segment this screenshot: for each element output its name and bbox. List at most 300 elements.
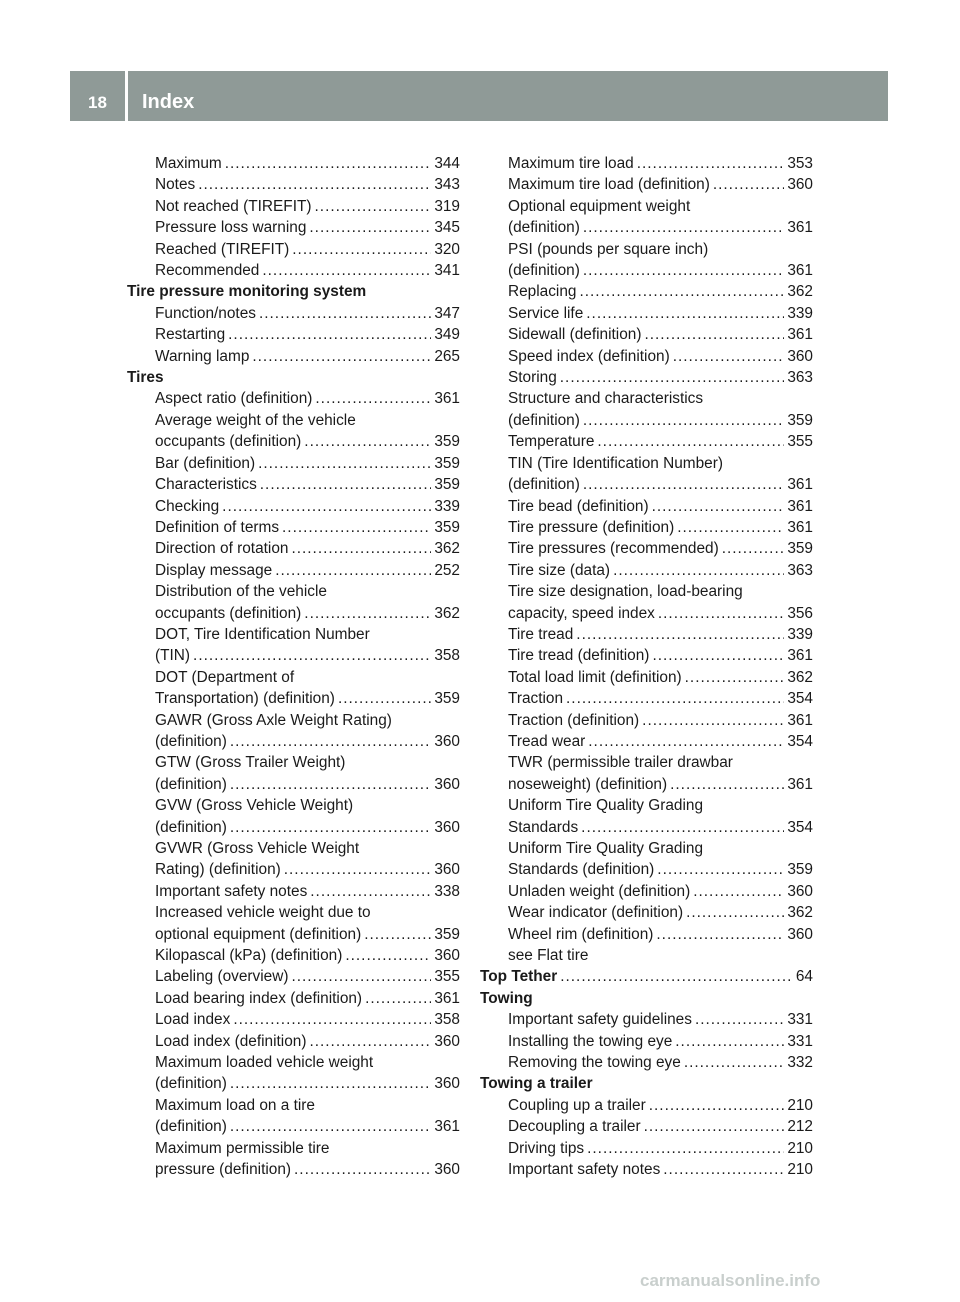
index-entry: Optional equipment weight <box>508 197 691 215</box>
entry-label: Unladen weight (definition) <box>508 882 691 900</box>
entry-label: Tire pressures (recommended) <box>508 540 719 558</box>
page-reference: 360 <box>434 732 460 750</box>
index-entry <box>480 346 813 367</box>
entry-label: Function/notes <box>155 304 256 322</box>
index-heading: Tires <box>127 369 164 387</box>
page-reference: 362 <box>787 668 813 686</box>
index-entry <box>480 603 813 624</box>
entry-label: Tire pressure (definition) <box>508 518 675 536</box>
page-reference: 360 <box>434 1032 460 1050</box>
page-reference: 339 <box>434 497 460 515</box>
dot-leader <box>228 324 431 345</box>
dot-leader <box>260 474 432 495</box>
watermark: carmanualsonline.info <box>640 1271 821 1290</box>
dot-leader <box>258 453 431 474</box>
index-entry <box>127 474 460 495</box>
dot-leader <box>695 1009 784 1030</box>
index-entry <box>480 1159 813 1180</box>
index-entry <box>480 817 813 838</box>
dot-leader <box>315 388 431 409</box>
page-reference: 362 <box>434 604 460 622</box>
dot-leader <box>597 431 784 452</box>
index-entry <box>127 1073 460 1094</box>
page-reference: 212 <box>787 1118 813 1136</box>
entry-label: Tire tread <box>508 625 574 643</box>
entry-label: Aspect ratio (definition) <box>155 390 313 408</box>
index-entry <box>480 881 813 902</box>
dot-leader <box>637 153 785 174</box>
dot-leader <box>230 774 431 795</box>
page-reference: 360 <box>434 775 460 793</box>
page-reference: 362 <box>787 904 813 922</box>
page-reference: 339 <box>787 304 813 322</box>
index-entry <box>127 774 460 795</box>
entry-label: Installing the towing eye <box>508 1032 673 1050</box>
index-entry <box>480 517 813 538</box>
index-entry: DOT, Tire Identification Number <box>155 625 370 643</box>
page-reference: 355 <box>787 433 813 451</box>
dot-leader <box>685 667 785 688</box>
dot-leader <box>233 1009 431 1030</box>
page-reference: 359 <box>434 476 460 494</box>
entry-label: (TIN) <box>155 647 191 665</box>
index-entry <box>480 688 813 709</box>
dot-leader <box>294 1159 431 1180</box>
dot-leader <box>583 410 784 431</box>
entry-label: Tire size (data) <box>508 561 611 579</box>
index-entry <box>480 153 813 174</box>
entry-label: Wheel rim (definition) <box>508 925 654 943</box>
index-entry <box>480 667 813 688</box>
dot-leader <box>230 1073 431 1094</box>
index-entry <box>127 1009 460 1030</box>
entry-label: Decoupling a trailer <box>508 1118 641 1136</box>
entry-label: optional equipment (definition) <box>155 925 362 943</box>
entry-label: Service life <box>508 304 584 322</box>
dot-leader <box>652 645 784 666</box>
dot-leader <box>345 945 431 966</box>
page-reference: 210 <box>787 1096 813 1114</box>
entry-label: Speed index (definition) <box>508 347 670 365</box>
entry-label: Wear indicator (definition) <box>508 904 684 922</box>
dot-leader <box>364 924 431 945</box>
index-entry <box>480 560 813 581</box>
dot-leader <box>275 560 431 581</box>
header-divider <box>125 71 128 121</box>
page-reference: 353 <box>787 155 813 172</box>
dot-leader <box>338 688 431 709</box>
index-entry <box>127 731 460 752</box>
dot-leader <box>613 560 784 581</box>
entry-label: Restarting <box>155 326 226 344</box>
page-reference: 358 <box>434 1011 460 1029</box>
index-entry <box>127 966 460 987</box>
page-reference: 360 <box>434 947 460 965</box>
entry-label: Important safety notes <box>155 882 308 900</box>
dot-leader <box>259 303 431 324</box>
entry-label: Driving tips <box>508 1139 585 1157</box>
entry-label: Maximum <box>155 155 222 172</box>
dot-leader <box>686 902 784 923</box>
entry-label: Load index (definition) <box>155 1032 307 1050</box>
index-entry <box>127 688 460 709</box>
index-entry <box>480 174 813 195</box>
dot-leader <box>579 281 784 302</box>
dot-leader <box>652 496 785 517</box>
page-reference: 361 <box>787 518 813 536</box>
index-entry: GVWR (Gross Vehicle Weight <box>155 840 360 857</box>
index-heading <box>480 966 813 987</box>
entry-label: Important safety guidelines <box>508 1011 692 1029</box>
index-entry <box>480 324 813 345</box>
entry-label: Top Tether <box>480 968 558 986</box>
index-entry <box>480 624 813 645</box>
dot-leader <box>656 924 784 945</box>
index-entry <box>480 281 813 302</box>
entry-label: Coupling up a trailer <box>508 1096 646 1114</box>
dot-leader <box>230 731 431 752</box>
dot-leader <box>713 174 784 195</box>
page-reference: 354 <box>787 732 813 750</box>
dot-leader <box>576 624 784 645</box>
index-entry: Distribution of the vehicle <box>155 583 327 601</box>
dot-leader <box>560 367 785 388</box>
page-reference: 361 <box>434 390 460 408</box>
index-entry <box>127 881 460 902</box>
dot-leader <box>581 817 784 838</box>
entry-label: Removing the towing eye <box>508 1054 681 1072</box>
index-entry <box>480 367 813 388</box>
dot-leader <box>225 153 432 174</box>
entry-label: Definition of terms <box>155 518 280 536</box>
page-reference: 320 <box>434 240 460 258</box>
entry-label: Tire tread (definition) <box>508 647 650 665</box>
page-reference: 64 <box>795 968 813 986</box>
page-reference: 343 <box>434 176 460 194</box>
entry-label: (definition) <box>155 818 227 836</box>
page-reference: 360 <box>787 882 813 900</box>
dot-leader <box>566 688 784 709</box>
page-reference: 339 <box>787 625 813 643</box>
entry-label: (definition) <box>508 262 580 280</box>
dot-leader <box>198 174 431 195</box>
index-entry: Maximum permissible tire <box>155 1139 330 1157</box>
dot-leader <box>230 817 431 838</box>
page-reference: 252 <box>434 561 460 579</box>
page-reference: 359 <box>434 518 460 536</box>
entry-label: Maximum tire load <box>508 155 634 172</box>
page-reference: 360 <box>787 176 813 194</box>
page-reference: 361 <box>787 326 813 344</box>
page-reference: 358 <box>434 647 460 665</box>
entry-label: Transportation) (definition) <box>155 690 335 708</box>
entry-label: Traction <box>508 690 564 708</box>
entry-label: (definition) <box>508 476 580 494</box>
index-entry: DOT (Department of <box>155 668 295 686</box>
index-entry <box>127 153 460 174</box>
entry-label: Kilopascal (kPa) (definition) <box>155 947 343 965</box>
page-reference: 360 <box>434 818 460 836</box>
index-entry: Structure and characteristics <box>508 390 704 408</box>
page-reference: 347 <box>434 304 460 322</box>
index-entry: Uniform Tire Quality Grading <box>508 797 704 815</box>
dot-leader <box>644 1116 785 1137</box>
index-entry <box>127 260 460 281</box>
dot-leader <box>252 346 431 367</box>
dot-leader <box>583 217 784 238</box>
entry-label: Reached (TIREFIT) <box>155 240 290 258</box>
page-reference: 361 <box>434 1118 460 1136</box>
dot-leader <box>222 496 431 517</box>
dot-leader <box>291 966 431 987</box>
page-reference: 361 <box>787 219 813 237</box>
entry-label: (definition) <box>508 219 580 237</box>
index-heading: Towing a trailer <box>480 1075 593 1093</box>
index-entry <box>127 303 460 324</box>
page-reference: 356 <box>787 604 813 622</box>
index-entry: TWR (permissible trailer drawbar <box>508 754 733 772</box>
page-number: 18 <box>88 93 107 112</box>
dot-leader <box>673 346 785 367</box>
entry-label: Warning lamp <box>155 347 250 365</box>
entry-label: Standards <box>508 818 579 836</box>
dot-leader <box>663 1159 784 1180</box>
index-entry <box>480 496 813 517</box>
index-entry: Average weight of the vehicle <box>155 411 356 429</box>
page-reference: 360 <box>434 861 460 879</box>
entry-label: Traction (definition) <box>508 711 640 729</box>
page-reference: 359 <box>434 925 460 943</box>
index-entry: TIN (Tire Identification Number) <box>508 454 723 472</box>
dot-leader <box>642 710 784 731</box>
index-entry: Maximum loaded vehicle weight <box>155 1054 374 1072</box>
index-entry <box>127 1159 460 1180</box>
index-entry <box>127 496 460 517</box>
dot-leader <box>677 517 784 538</box>
page-reference: 362 <box>787 283 813 301</box>
entry-label: Not reached (TIREFIT) <box>155 197 312 215</box>
index-entry: PSI (pounds per square inch) <box>508 240 709 258</box>
page-reference: 359 <box>787 540 813 558</box>
page-reference: 338 <box>434 882 460 900</box>
index-entry <box>480 217 813 238</box>
index-entry <box>480 1116 813 1137</box>
entry-label: Load bearing index (definition) <box>155 989 363 1007</box>
page-reference: 210 <box>787 1139 813 1157</box>
entry-label: Storing <box>508 369 557 387</box>
index-column-right <box>480 153 813 1181</box>
page-reference: 360 <box>787 347 813 365</box>
index-entry <box>480 924 813 945</box>
dot-leader <box>583 260 784 281</box>
index-entry <box>127 538 460 559</box>
page-reference: 362 <box>434 540 460 558</box>
index-entry <box>127 239 460 260</box>
dot-leader <box>304 603 431 624</box>
index-entry <box>127 324 460 345</box>
dot-leader <box>291 538 431 559</box>
index-entry <box>480 1009 813 1030</box>
entry-label: Load index <box>155 1011 231 1029</box>
page-reference: 354 <box>787 818 813 836</box>
index-entry <box>480 538 813 559</box>
page-reference: 361 <box>787 497 813 515</box>
entry-label: occupants (definition) <box>155 604 302 622</box>
page-reference: 359 <box>787 861 813 879</box>
section-title: Index <box>142 91 195 113</box>
entry-label: occupants (definition) <box>155 433 302 451</box>
page-reference: 355 <box>434 968 460 986</box>
index-entry: Increased vehicle weight due to <box>155 904 371 922</box>
page-reference: 363 <box>787 369 813 387</box>
page-reference: 331 <box>787 1032 813 1050</box>
entry-label: (definition) <box>508 411 580 429</box>
dot-leader <box>588 731 784 752</box>
entry-label: Important safety notes <box>508 1161 661 1179</box>
page-reference: 265 <box>434 347 460 365</box>
dot-leader <box>693 881 784 902</box>
index-entry <box>127 217 460 238</box>
page-reference: 344 <box>434 155 460 172</box>
page-reference: 361 <box>787 476 813 494</box>
index-entry <box>127 560 460 581</box>
index-entry: GAWR (Gross Axle Weight Rating) <box>155 711 392 729</box>
index-entry <box>127 645 460 666</box>
entry-label: (definition) <box>155 1075 227 1093</box>
dot-leader <box>644 324 784 345</box>
page-reference: 349 <box>434 326 460 344</box>
index-entry <box>127 388 460 409</box>
index-entry <box>127 817 460 838</box>
entry-label: Temperature <box>508 433 595 451</box>
dot-leader <box>583 474 784 495</box>
dot-leader <box>587 1138 784 1159</box>
index-entry: GVW (Gross Vehicle Weight) <box>155 797 354 815</box>
entry-label: noseweight) (definition) <box>508 775 668 793</box>
entry-label: Checking <box>155 497 220 515</box>
dot-leader <box>365 988 431 1009</box>
index-entry <box>480 410 813 431</box>
entry-label: pressure (definition) <box>155 1161 292 1179</box>
entry-label: Display message <box>155 561 273 579</box>
dot-leader <box>560 966 793 987</box>
page-reference: 341 <box>434 262 460 280</box>
page-reference: 359 <box>434 690 460 708</box>
index-entry: see Flat tire <box>508 947 589 965</box>
index-entry <box>127 517 460 538</box>
index-entry: Uniform Tire Quality Grading <box>508 840 704 857</box>
entry-label: Maximum tire load (definition) <box>508 176 710 194</box>
page-reference: 319 <box>434 197 460 215</box>
index-entry <box>127 603 460 624</box>
dot-leader <box>309 1031 431 1052</box>
dot-leader <box>315 196 432 217</box>
index-entry <box>127 431 460 452</box>
entry-label: Labeling (overview) <box>155 968 289 986</box>
page-reference: 360 <box>787 925 813 943</box>
page-reference: 332 <box>787 1054 813 1072</box>
dot-leader <box>304 431 431 452</box>
entry-label: (definition) <box>155 775 227 793</box>
index-entry <box>480 1095 813 1116</box>
page-reference: 361 <box>434 989 460 1007</box>
dot-leader <box>292 239 431 260</box>
dot-leader <box>230 1116 431 1137</box>
index-entry <box>480 303 813 324</box>
index-entry <box>480 859 813 880</box>
page-reference: 363 <box>787 561 813 579</box>
entry-label: Replacing <box>508 283 577 301</box>
page-reference: 210 <box>787 1161 813 1179</box>
page-reference: 354 <box>787 690 813 708</box>
dot-leader <box>658 603 784 624</box>
page-reference: 361 <box>787 262 813 280</box>
dot-leader <box>649 1095 785 1116</box>
index-entry <box>480 645 813 666</box>
entry-label: Sidewall (definition) <box>508 326 642 344</box>
index-entry <box>480 731 813 752</box>
dot-leader <box>675 1031 784 1052</box>
index-entry <box>480 710 813 731</box>
index-entry <box>480 260 813 281</box>
dot-leader <box>309 217 431 238</box>
dot-leader <box>684 1052 784 1073</box>
index-entry: Tire size designation, load-bearing <box>508 583 743 601</box>
entry-label: (definition) <box>155 732 227 750</box>
dot-leader <box>722 538 785 559</box>
page-reference: 359 <box>787 411 813 429</box>
index-column-left <box>127 153 460 1181</box>
index-entry <box>480 1052 813 1073</box>
entry-label: Rating) (definition) <box>155 861 281 879</box>
index-entry <box>480 1031 813 1052</box>
index-entry <box>127 924 460 945</box>
index-heading: Tire pressure monitoring system <box>127 283 367 301</box>
index-entry <box>127 196 460 217</box>
index-entry: Maximum load on a tire <box>155 1096 315 1114</box>
entry-label: Characteristics <box>155 476 257 494</box>
index-entry <box>127 174 460 195</box>
dot-leader <box>310 881 431 902</box>
page-reference: 361 <box>787 775 813 793</box>
entry-label: capacity, speed index <box>508 604 655 622</box>
index-entry <box>127 945 460 966</box>
entry-label: Tread wear <box>508 732 586 750</box>
entry-label: Total load limit (definition) <box>508 668 682 686</box>
page-reference: 331 <box>787 1011 813 1029</box>
index-entry <box>127 1116 460 1137</box>
index-heading: Towing <box>480 989 533 1007</box>
dot-leader <box>262 260 431 281</box>
page-reference: 359 <box>434 454 460 472</box>
dot-leader <box>193 645 431 666</box>
entry-label: Recommended <box>155 262 260 280</box>
index-entry <box>480 902 813 923</box>
index-entry: GTW (Gross Trailer Weight) <box>155 754 346 772</box>
page-reference: 345 <box>434 219 460 237</box>
page-reference: 360 <box>434 1161 460 1179</box>
page-reference: 361 <box>787 647 813 665</box>
entry-label: Notes <box>155 176 196 194</box>
dot-leader <box>586 303 784 324</box>
dot-leader <box>657 859 784 880</box>
dot-leader <box>284 859 432 880</box>
index-entry <box>127 859 460 880</box>
index-entry <box>480 474 813 495</box>
index-entry <box>127 346 460 367</box>
page-reference: 360 <box>434 1075 460 1093</box>
entry-label: Direction of rotation <box>155 540 289 558</box>
